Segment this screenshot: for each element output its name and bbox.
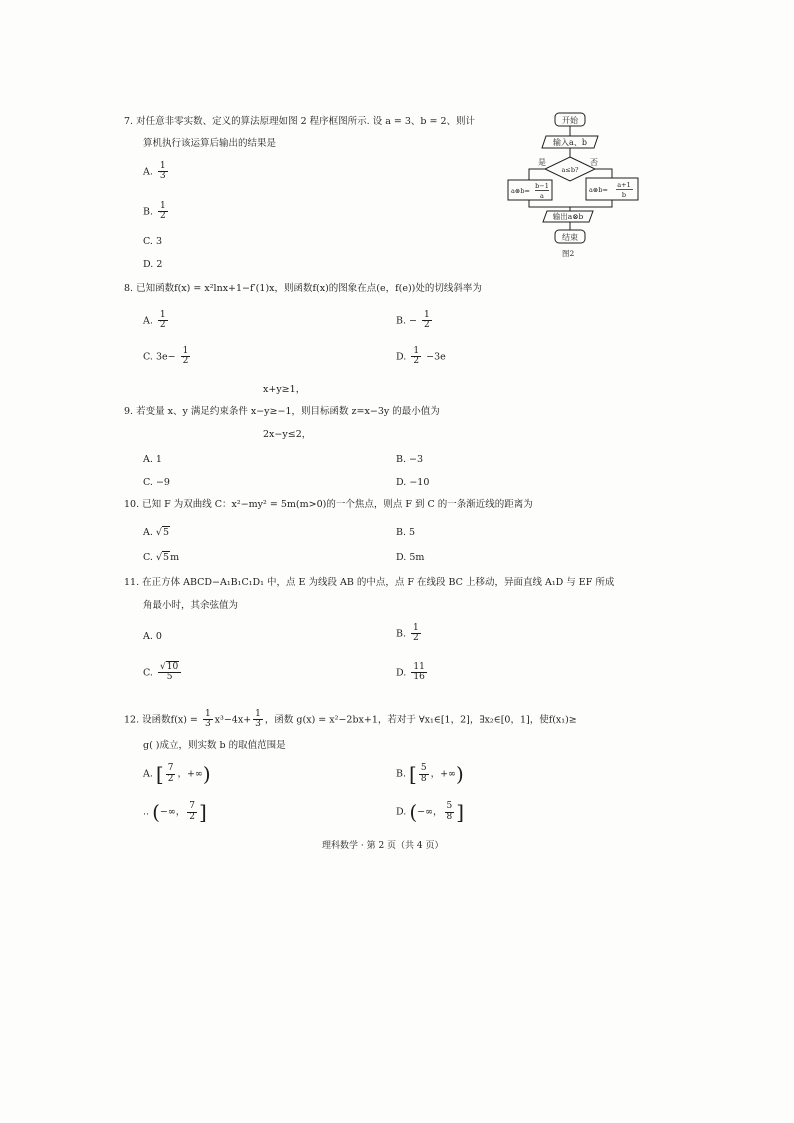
q12-option-a: A. [ $\frac{7}{2}$ ，+∞)	[143, 762, 211, 786]
flow-yes-label: 是	[538, 158, 546, 167]
q9-constraint-3: 2x−y≤2，	[263, 429, 312, 440]
q11-stem-line2: 角最小时，其余弦值为	[143, 600, 239, 611]
flow-caption: 图2	[562, 249, 575, 258]
flowchart-figure	[500, 110, 650, 260]
flow-input-label: 输入a、b	[553, 138, 587, 147]
flow-output-label: 输出a⊗b	[552, 212, 584, 221]
q7-option-d: D. 2	[143, 259, 163, 270]
flow-left-num: b−1	[535, 182, 549, 190]
q7-stem-line1: 7. 对任意非零实数、定义的算法原理如图 2 程序框图所示. 设 a = 3、b = 2、则计	[124, 116, 476, 127]
q9-stem: 9. 若变量 x、y 满足约束条件 x−y≥−1，则目标函数 z=x−3y 的最小值为	[124, 406, 440, 417]
q8-option-b: B. − $\frac{1}{2}$	[396, 310, 430, 331]
q10-option-b: B. 5	[396, 527, 416, 538]
q8-option-a: A. $\frac{1}{2}$	[143, 310, 166, 331]
page-footer: 理科数学 · 第 2 页（共 4 页）	[322, 841, 444, 851]
q12-option-d: D. (−∞， $\frac{5}{8}$ ]	[396, 800, 465, 824]
q12-option-b: B. [ $\frac{5}{8}$ ，+∞)	[396, 762, 464, 786]
flow-right-lhs: a⊗b=	[589, 186, 608, 194]
q10-stem: 10. 已知 F 为双曲线 C：x²−my² = 5m(m>0)的一个焦点，则点 F 到 C 的一条渐近线的距离为	[124, 499, 533, 510]
q9-constraint-1: x+y≥1，	[263, 384, 306, 395]
q9-option-b: B. −3	[396, 454, 424, 465]
q8-stem: 8. 已知函数f(x) = x²lnx+1−f′(1)x，则函数f(x)的图象在点(e，f(e))处的切线斜率为	[124, 283, 482, 294]
q7-option-a: A. $\frac{1}{3}$	[143, 161, 166, 182]
flow-right-den: b	[621, 191, 627, 199]
q11-option-a: A. 0	[143, 631, 162, 642]
flow-end-label: 结束	[562, 233, 578, 242]
q11-option-b: B. $\frac{1}{2}$	[396, 623, 419, 644]
q12-option-c: .. (−∞， $\frac{7}{2}$ ]	[143, 800, 207, 824]
q7-stem-line2: 算机执行该运算后输出的结果是	[143, 138, 277, 149]
q11-option-d: D. $\frac{11}{16}$	[396, 662, 425, 683]
q9-option-d: D. −10	[396, 477, 430, 488]
flow-right-num: a+1	[617, 181, 631, 189]
q12-stem-line1: 12. 设函数f(x) = $\frac{1}{3}$ x³−4x+ $\frac{1}{3}$ ，函数 g(x) = x²−2bx+1，若对于 ∀x₁∈[1，2]，∃x₂∈[0，1]，使f(x₁)≥	[124, 709, 577, 730]
q11-stem-line1: 11. 在正方体 ABCD−A₁B₁C₁D₁ 中，点 E 为线段 AB 的中点，点 F 在线段 BC 上移动，异面直线 A₁D 与 EF 所成	[124, 577, 615, 588]
flow-left-den: a	[540, 192, 544, 200]
q10-option-a: A. √5	[143, 527, 170, 538]
q9-option-c: C. −9	[143, 477, 170, 488]
q7-option-c: C. 3	[143, 236, 163, 247]
q8-option-c: C. 3e− $\frac{1}{2}$	[143, 346, 189, 367]
q7-option-b: B. $\frac{1}{2}$	[143, 201, 166, 222]
flow-cond-label: a≤b?	[561, 166, 579, 174]
q8-option-d: D. $\frac{1}{2}$ −3e	[396, 346, 446, 367]
q10-option-d: D. 5m	[396, 552, 425, 563]
q9-option-a: A. 1	[143, 454, 162, 465]
flow-no-label: 否	[590, 158, 598, 167]
q11-option-c: C. $\frac{√10}{5}$	[143, 663, 183, 683]
flow-start-label: 开始	[562, 116, 578, 125]
q12-stem-line2: g( )成立，则实数 b 的取值范围是	[143, 740, 286, 751]
q10-option-c: C. √5m	[143, 552, 180, 563]
flow-left-lhs: a⊗b=	[511, 187, 530, 195]
